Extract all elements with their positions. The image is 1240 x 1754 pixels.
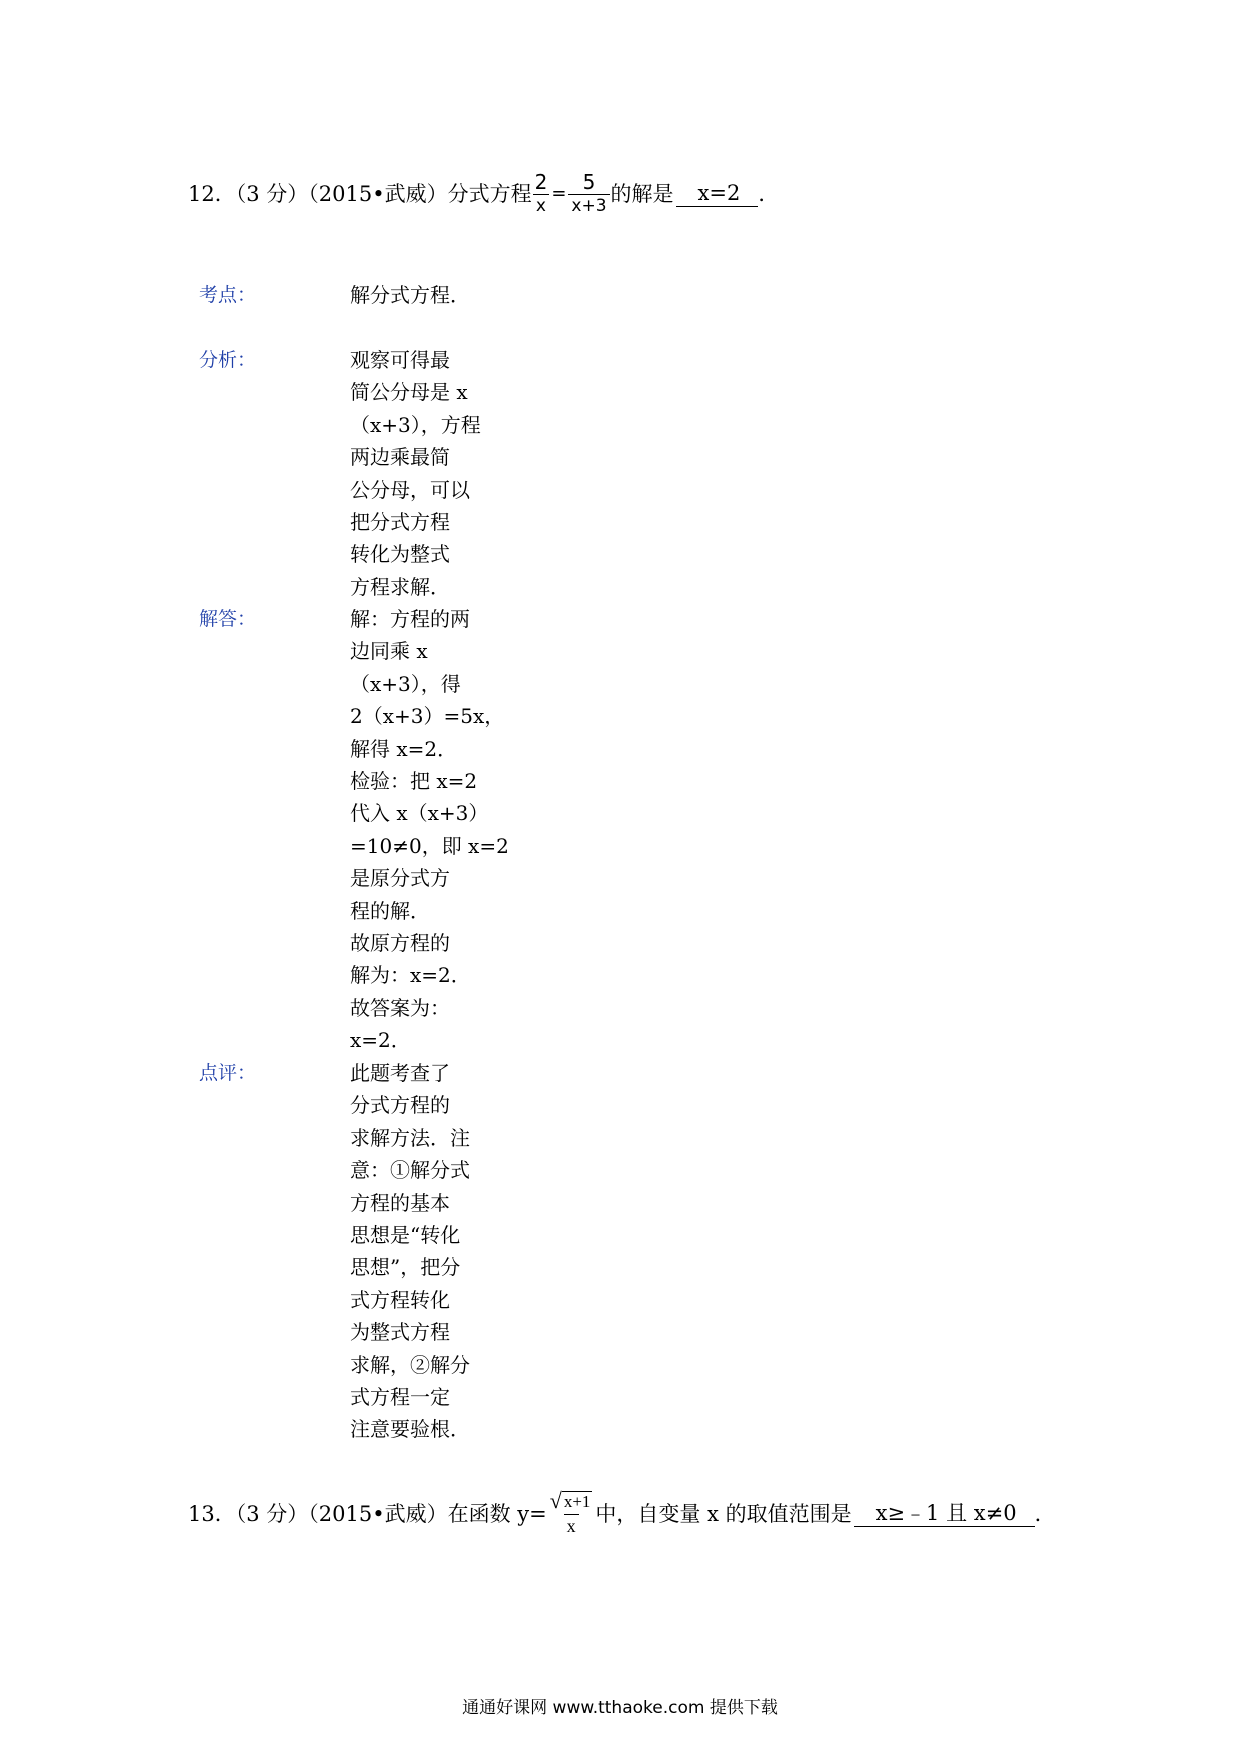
jieda-label: 解答： — [199, 608, 257, 630]
jieda-line: =10≠0，即 x=2 — [350, 833, 509, 858]
dianping-line: 求解，②解分 — [350, 1352, 470, 1377]
fenxi-line: 观察可得最 — [350, 348, 450, 372]
q12-suffix: 的解是 — [610, 181, 674, 206]
jieda-content — [350, 603, 509, 1057]
fenxi-line: 简公分母是 x — [350, 380, 468, 405]
dianping-line: 求解方法．注 — [350, 1125, 470, 1150]
dianping-line: 此题考查了 — [350, 1061, 450, 1085]
dianping-line: 方程的基本 — [350, 1190, 450, 1215]
jieda-line: 故原方程的 — [350, 931, 450, 956]
footer-source: 通通好课网 www.tthaoke.com 提供下载 — [462, 1698, 778, 1718]
kaodian-content — [350, 279, 650, 311]
jieda-line: 解：方程的两 — [350, 607, 470, 631]
dianping-line: 分式方程的 — [350, 1093, 450, 1118]
fenxi-line: 转化为整式 — [350, 542, 450, 567]
jieda-line: 2（x+3）=5x， — [350, 704, 505, 729]
jieda-line: 解得 x=2． — [350, 736, 458, 761]
kaodian-label: 考点： — [199, 284, 257, 306]
question-12 — [188, 170, 779, 217]
question-13 — [188, 1490, 1056, 1537]
fenxi-content — [350, 344, 482, 603]
dianping-content — [350, 1057, 482, 1446]
q13-numerator — [548, 1490, 595, 1514]
dianping-line: 为整式方程 — [350, 1320, 450, 1345]
dianping-line: 意：①解分式 — [350, 1158, 470, 1183]
q12-end: ． — [758, 181, 780, 206]
kaodian-line: 解分式方程． — [350, 283, 470, 307]
jieda-line: 边同乘 x — [350, 639, 428, 664]
jieda-line: 代入 x（x+3） — [350, 801, 489, 826]
frac1-denominator: x — [533, 194, 549, 217]
fraction-2-over-x — [533, 170, 550, 217]
q13-radicand: x+1 — [563, 1492, 591, 1511]
equals-sign: = — [551, 182, 567, 204]
fraction-sqrt-x-plus-1-over-x — [548, 1490, 595, 1537]
dianping-line: 式方程一定 — [350, 1385, 450, 1410]
fenxi-label: 分析： — [199, 349, 257, 371]
frac2-denominator: x+3 — [568, 194, 609, 217]
fenxi-line: 两边乘最简 — [350, 445, 450, 470]
jieda-line: 是原分式方 — [350, 866, 450, 891]
fenxi-line: 方程求解． — [350, 574, 450, 599]
jieda-line: 故答案为： — [350, 995, 450, 1020]
fraction-5-over-x-plus-3 — [568, 170, 609, 217]
q12-answer-blank: x=2 — [676, 180, 759, 207]
q12-prefix: 12．（3 分）（2015•武威）分式方程 — [188, 181, 532, 206]
frac1-numerator: 2 — [534, 170, 548, 194]
dianping-line: 注意要验根． — [350, 1417, 470, 1442]
dianping-line: 思想”，把分 — [350, 1255, 461, 1280]
jieda-line: （x+3），得 — [350, 671, 461, 696]
dianping-line: 式方程转化 — [350, 1287, 450, 1312]
jieda-line: 程的解． — [350, 898, 430, 923]
radical-icon: √ — [549, 1488, 562, 1513]
frac2-numerator: 5 — [582, 170, 596, 194]
jieda-line: 解为：x=2． — [350, 963, 471, 988]
sqrt-symbol — [550, 1490, 593, 1512]
fenxi-line: 公分母，可以 — [350, 477, 470, 502]
dianping-line: 思想是“转化 — [350, 1223, 461, 1248]
jieda-line: 检验：把 x=2 — [350, 769, 478, 794]
fenxi-line: 把分式方程 — [350, 510, 450, 535]
fenxi-line: （x+3），方程 — [350, 412, 481, 437]
q13-prefix: 13．（3 分）（2015•武威）在函数 y= — [188, 1501, 547, 1526]
q13-suffix: 中，自变量 x 的取值范围是 — [595, 1501, 852, 1526]
q13-end: ． — [1034, 1501, 1056, 1526]
q13-answer-blank: x≥﹣1 且 x≠0 — [854, 1500, 1035, 1527]
q13-denominator: x — [564, 1514, 579, 1537]
jieda-line: x=2． — [350, 1028, 411, 1053]
dianping-label: 点评： — [199, 1062, 257, 1084]
